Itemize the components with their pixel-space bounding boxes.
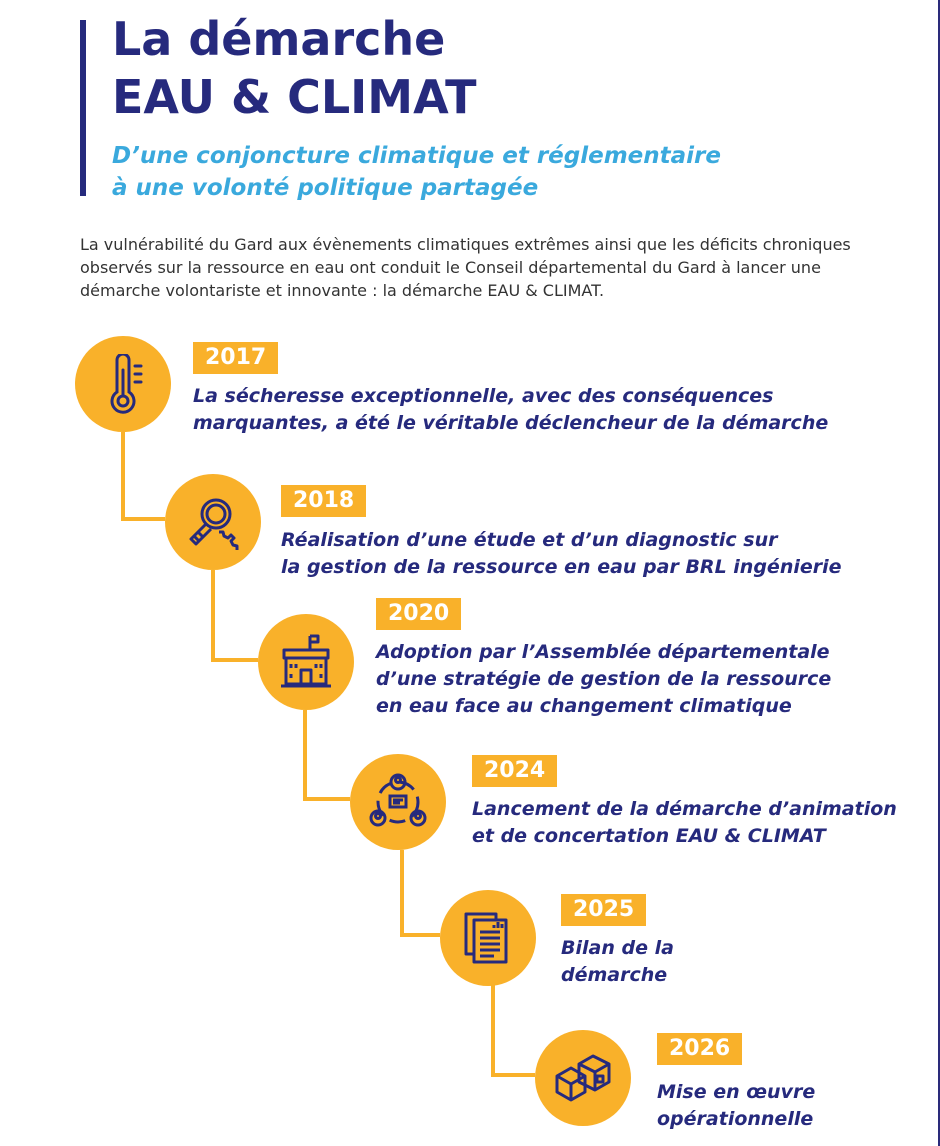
magnifier-gear-icon (183, 492, 243, 552)
connector-2017-2018 (123, 432, 165, 519)
timeline-circle-2026 (535, 1030, 631, 1126)
title-line-2: EAU & CLIMAT (112, 70, 477, 124)
timeline-circle-2025 (440, 890, 536, 986)
step-description-2025: Bilan de la démarche (561, 937, 674, 986)
timeline-circle-2017 (75, 336, 171, 432)
timeline-circle-2020 (258, 614, 354, 710)
step-description-2020: Adoption par l’Assemblée départementale d’une stratégie de gestion de la ressource en eau face au changement climatique (376, 641, 832, 717)
step-description-2026: Mise en œuvre opérationnelle (657, 1081, 816, 1130)
thermometer-icon (93, 354, 153, 414)
year-badge-2026: 2026 (657, 1033, 742, 1065)
government-building-icon (276, 632, 336, 692)
connector-2024-2025 (402, 850, 440, 935)
year-badge-2017: 2017 (193, 342, 278, 374)
connector-2025-2026 (493, 985, 535, 1075)
year-badge-2025: 2025 (561, 894, 646, 926)
year-badge-2020: 2020 (376, 598, 461, 630)
building-blocks-icon (553, 1048, 613, 1108)
subtitle-line-1: D’une conjoncture climatique et réglementaire (112, 143, 721, 169)
step-description-2017: La sécheresse exceptionnelle, avec des conséquences marquantes, a été le véritable déclencheur de la démarche (193, 385, 829, 434)
report-document-icon (458, 908, 518, 968)
title-line-1: La démarche (112, 12, 446, 66)
subtitle-line-2: à une volonté politique partagée (112, 175, 539, 201)
year-badge-2024: 2024 (472, 755, 557, 787)
timeline-circle-2024 (350, 754, 446, 850)
step-description-2024: Lancement de la démarche d’animation et de concertation EAU & CLIMAT (472, 798, 897, 847)
step-description-2018: Réalisation d’une étude et d’un diagnostic sur la gestion de la ressource en eau par BRL ingénierie (281, 529, 842, 578)
intro-paragraph: La vulnérabilité du Gard aux évènements climatiques extrêmes ainsi que les déficits chroniques observés sur la ressource en eau ont conduit le Conseil départemental du Gard à lancer une démarche volontariste et innovante : la démarche EAU & CLIMAT. (80, 235, 851, 300)
connector-2020-2024 (305, 710, 350, 799)
year-badge-2018: 2018 (281, 485, 366, 517)
timeline-circle-2018 (165, 474, 261, 570)
connector-2018-2020 (213, 570, 258, 660)
people-discussion-icon (368, 772, 428, 832)
